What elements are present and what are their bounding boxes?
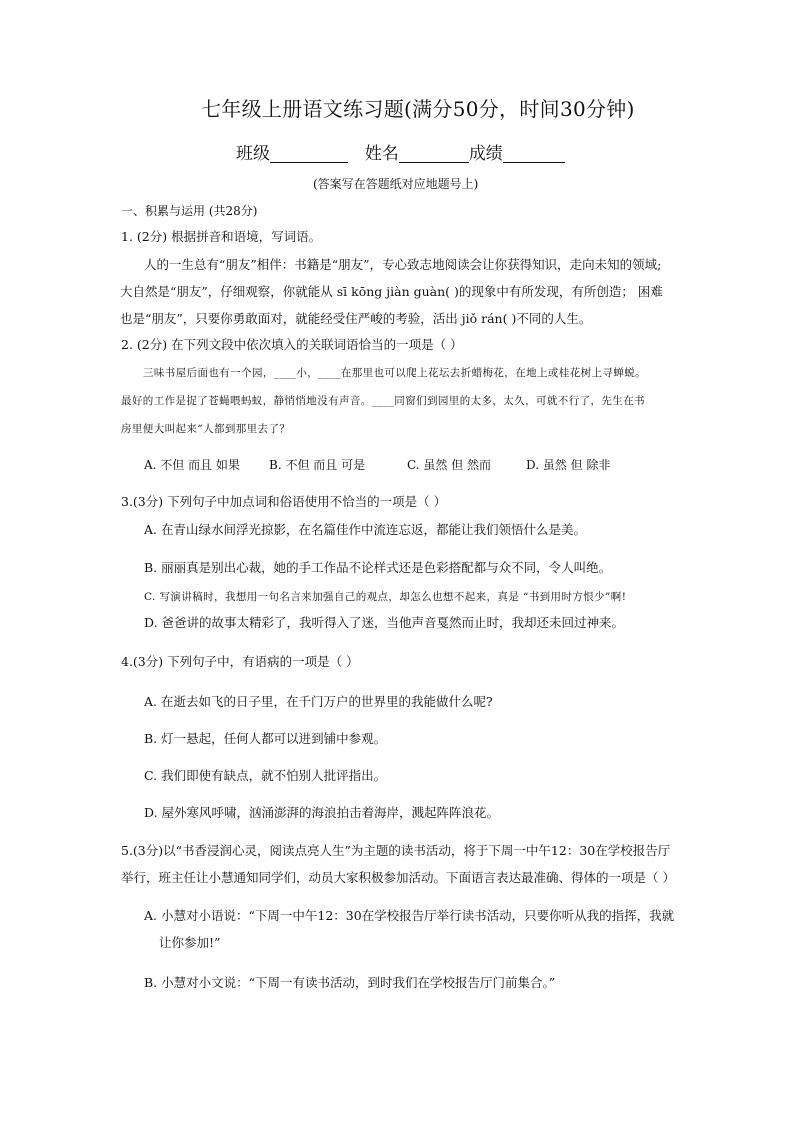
q2-option-b[interactable]: B. 不但 而且 可是 <box>269 458 366 472</box>
q2-option-a[interactable]: A. 不但 而且 如果 <box>144 458 240 472</box>
q4-option-c[interactable]: C. 我们即使有缺点，就不怕别人批评指出。 <box>144 768 387 783</box>
q3-option-d[interactable]: D. 爸爸讲的故事太精彩了，我听得入了迷，当他声音戛然而止时，我却还未回过神来。 <box>144 615 625 630</box>
name-field[interactable] <box>399 148 469 163</box>
q5-option-b[interactable]: B. 小慧对小文说：“下周一有读书活动，到时我们在学校报告厅门前集合。” <box>144 975 556 990</box>
q2-stem: 2. (2分) 在下列文段中依次填入的关联词语恰当的一项是（ ） <box>121 337 463 352</box>
q2-passage-line: 三味书屋后面也有一个园，____小，____在那里也可以爬上花坛去折蜡梅花，在地上或桂花树上寻蝉蜕。 <box>143 367 646 379</box>
q1-line: 也是“朋友”，只要你勇敢面对，就能经受住严峻的考验，活出 jiǒ rán( )不同的人生。 <box>120 311 592 326</box>
student-info-line <box>236 146 565 163</box>
page-title: 七年级上册语文练习题(满分50分，时间30分钟) <box>201 97 635 121</box>
answer-note: (答案写在答题纸对应地题号上) <box>313 177 479 191</box>
q3-option-c[interactable]: C. 写演讲稿时，我想用一句名言来加强自己的观点，却怎么也想不起来，真是 “书到用时方恨少”啊! <box>144 591 627 603</box>
name-label: 姓名 <box>364 144 399 164</box>
q1-line: 人的一生总有“朋友”相伴：书籍是“朋友”，专心致志地阅读会让你获得知识，走向未知的领域; <box>144 257 662 272</box>
q2-option-c[interactable]: C. 虽然 但 然而 <box>407 458 492 472</box>
score-label: 成绩 <box>468 144 503 164</box>
q1-line: 大自然是“朋友”，仔细观察，你就能从 sī kōng jiàn guàn( )的现象中有所发现，有所创造； 困难 <box>120 284 663 299</box>
q5-stem: 5.(3分)以“书香浸润心灵，阅读点亮人生”为主题的读书活动，将于下周一中午12：30在学校报告厅 <box>121 843 671 858</box>
q2-passage-line: 房里便大叫起来“人都到那里去了？ <box>121 423 291 435</box>
score-field[interactable] <box>503 148 565 163</box>
q5-stem: 举行，班主任让小慧通知同学们，动员大家积极参加活动。下面语言表达最准确、得体的一项是（ ） <box>121 870 675 885</box>
q2-passage-line: 最好的工作是捉了苍蝇喂蚂蚁，静悄悄地没有声音。____同窗们到园里的太多，太久，可就不行了，先生在书 <box>121 395 645 407</box>
q4-option-a[interactable]: A. 在逝去如飞的日子里，在千门万户的世界里的我能做什么呢? <box>144 694 493 709</box>
q4-option-b[interactable]: B. 灯一悬起，任何人都可以进到铺中参观。 <box>144 731 387 746</box>
q4-stem: 4.(3分) 下列句子中，有语病的一项是（ ） <box>121 654 359 669</box>
class-field[interactable] <box>270 148 348 163</box>
section-heading: 一、积累与运用 (共28分) <box>121 204 258 218</box>
q4-option-d[interactable]: D. 屋外寒风呼啸，汹涌澎湃的海浪拍击着海岸，溅起阵阵浪花。 <box>144 805 500 820</box>
q5-option-a-cont[interactable]: 让你参加!” <box>159 935 221 950</box>
q3-stem: 3.(3分) 下列句子中加点词和俗语使用不恰当的一项是（ ） <box>121 494 447 509</box>
q2-option-d[interactable]: D. 虽然 但 除非 <box>526 458 611 472</box>
q1-stem: 1. (2分) 根据拼音和语境，写词语。 <box>121 229 322 244</box>
class-label: 班级 <box>236 144 270 164</box>
q5-option-a[interactable]: A. 小慧对小语说：“下周一中午12：30在学校报告厅举行读书活动，只要你听从我的指挥，我就 <box>144 908 675 923</box>
q3-option-a[interactable]: A. 在青山绿水间浮光掠影，在名篇佳作中流连忘返，都能让我们领悟什么是美。 <box>144 522 586 537</box>
q3-option-b[interactable]: B. 丽丽真是别出心裁，她的手工作品不论样式还是色彩搭配都与众不同，令人叫绝。 <box>144 560 612 575</box>
